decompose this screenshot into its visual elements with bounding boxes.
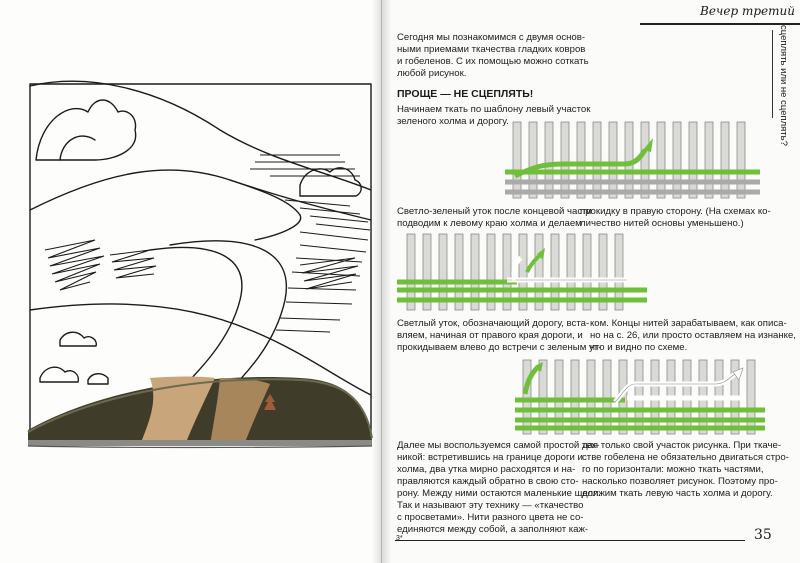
signature-mark: 3* [396, 535, 403, 542]
landscape-template-illustration [0, 0, 381, 563]
hill-ridge-2 [30, 170, 371, 220]
cloud-large-inner [60, 136, 95, 160]
weaving-diagram-2 [397, 232, 647, 312]
caption-1-right-line-1: прокидку в правую сторону. (На схемах ко- [580, 206, 771, 217]
caption-2-left-line-1: Светлый уток, обозначающий дорогу, вста- [397, 318, 590, 329]
weaving-diagram-3 [515, 358, 765, 436]
bottom-right-line-4: насколько позволяет рисунок. Поэтому про- [582, 476, 778, 487]
caption-1-right-line-2: личество нитей основы уменьшено.) [580, 218, 744, 229]
section-para-line-1: Начинаем ткать по шаблону левый участок [397, 104, 591, 115]
cloud-right [300, 168, 361, 196]
woven-sample [28, 377, 372, 448]
bottom-left-line-5: рону. Между ними остаются маленькие щели. [397, 488, 602, 499]
grass-zigzag-left [45, 240, 104, 290]
book-gutter-shadow [372, 0, 392, 563]
intro-line-3: и гобеленов. С их помощью можно соткать [397, 56, 589, 67]
cloud-small-1 [40, 367, 78, 382]
section-para-line-2: зеленого холма и дорогу. [397, 116, 509, 127]
bottom-left-line-2: никой: встретившись на границе дороги и [397, 452, 583, 463]
cloud-small-2 [88, 374, 108, 384]
cloud-large [36, 100, 136, 160]
caption-2-left-line-3: прокидываем влево до встречи с зеленым ут- [397, 342, 602, 353]
header-rule [640, 23, 800, 25]
caption-2-left-line-2: вляем, начиная от правого края дороги, и [397, 330, 583, 341]
bottom-right-line-3: го по горизонтали: можно ткать частями, [582, 464, 764, 475]
bottom-left-line-3: холма, два утка мирно расходятся и на- [397, 464, 576, 475]
caption-2-right-line-3: что и видно по схеме. [590, 342, 688, 353]
bottom-left-line-1: Далее мы воспользуемся самой простой тех- [397, 440, 600, 451]
page-number: 35 [754, 527, 772, 543]
caption-1-left-line-1: Светло-зеленый уток после концевой части [397, 206, 592, 217]
road-right-edge [170, 241, 286, 395]
grass-zigzag-mid [110, 250, 156, 278]
weaving-diagram-1 [505, 120, 760, 200]
bottom-left-line-8: единяются между собой, а заполняют каж- [397, 524, 589, 535]
bottom-left-line-4: правляются каждый обратно в свою сто- [397, 476, 579, 487]
bottom-left-line-6: Так и называют эту технику — «ткачество [397, 500, 584, 511]
side-tab-label: сцеплять или не сцеплять? [778, 25, 789, 146]
left-page [0, 0, 382, 563]
footer-rule [395, 540, 745, 541]
intro-line-4: любой рисунок. [397, 68, 467, 79]
chapter-title: Вечер третий [700, 4, 795, 18]
side-tab [772, 25, 793, 146]
bottom-right-line-1: дая только свой участок рисунка. При ткаче- [582, 440, 782, 451]
intro-line-1: Сегодня мы познакомимся с двумя основ- [397, 32, 586, 43]
caption-2-right-line-1: ком. Концы нитей зарабатываем, как описа- [590, 318, 787, 329]
bottom-right-line-5: должим ткать левую часть холма и дорогу. [582, 488, 773, 499]
road-top [230, 180, 301, 240]
caption-1-left-line-2: подводим к левому краю холма и делаем [397, 218, 582, 229]
caption-2-right-line-2: но на с. 26, или просто оставляем на изнанке, [590, 330, 796, 341]
bottom-right-line-2: стве гобелена не обязательно двигаться стро- [582, 452, 789, 463]
intro-line-2: ными приемами ткачества гладких ковров [397, 44, 586, 55]
section-heading: ПРОЩЕ — НЕ СЦЕПЛЯТЬ! [397, 88, 534, 100]
bottom-left-line-7: с просветами». Нити разного цвета не со- [397, 512, 584, 523]
cloud-small-3 [60, 332, 96, 346]
